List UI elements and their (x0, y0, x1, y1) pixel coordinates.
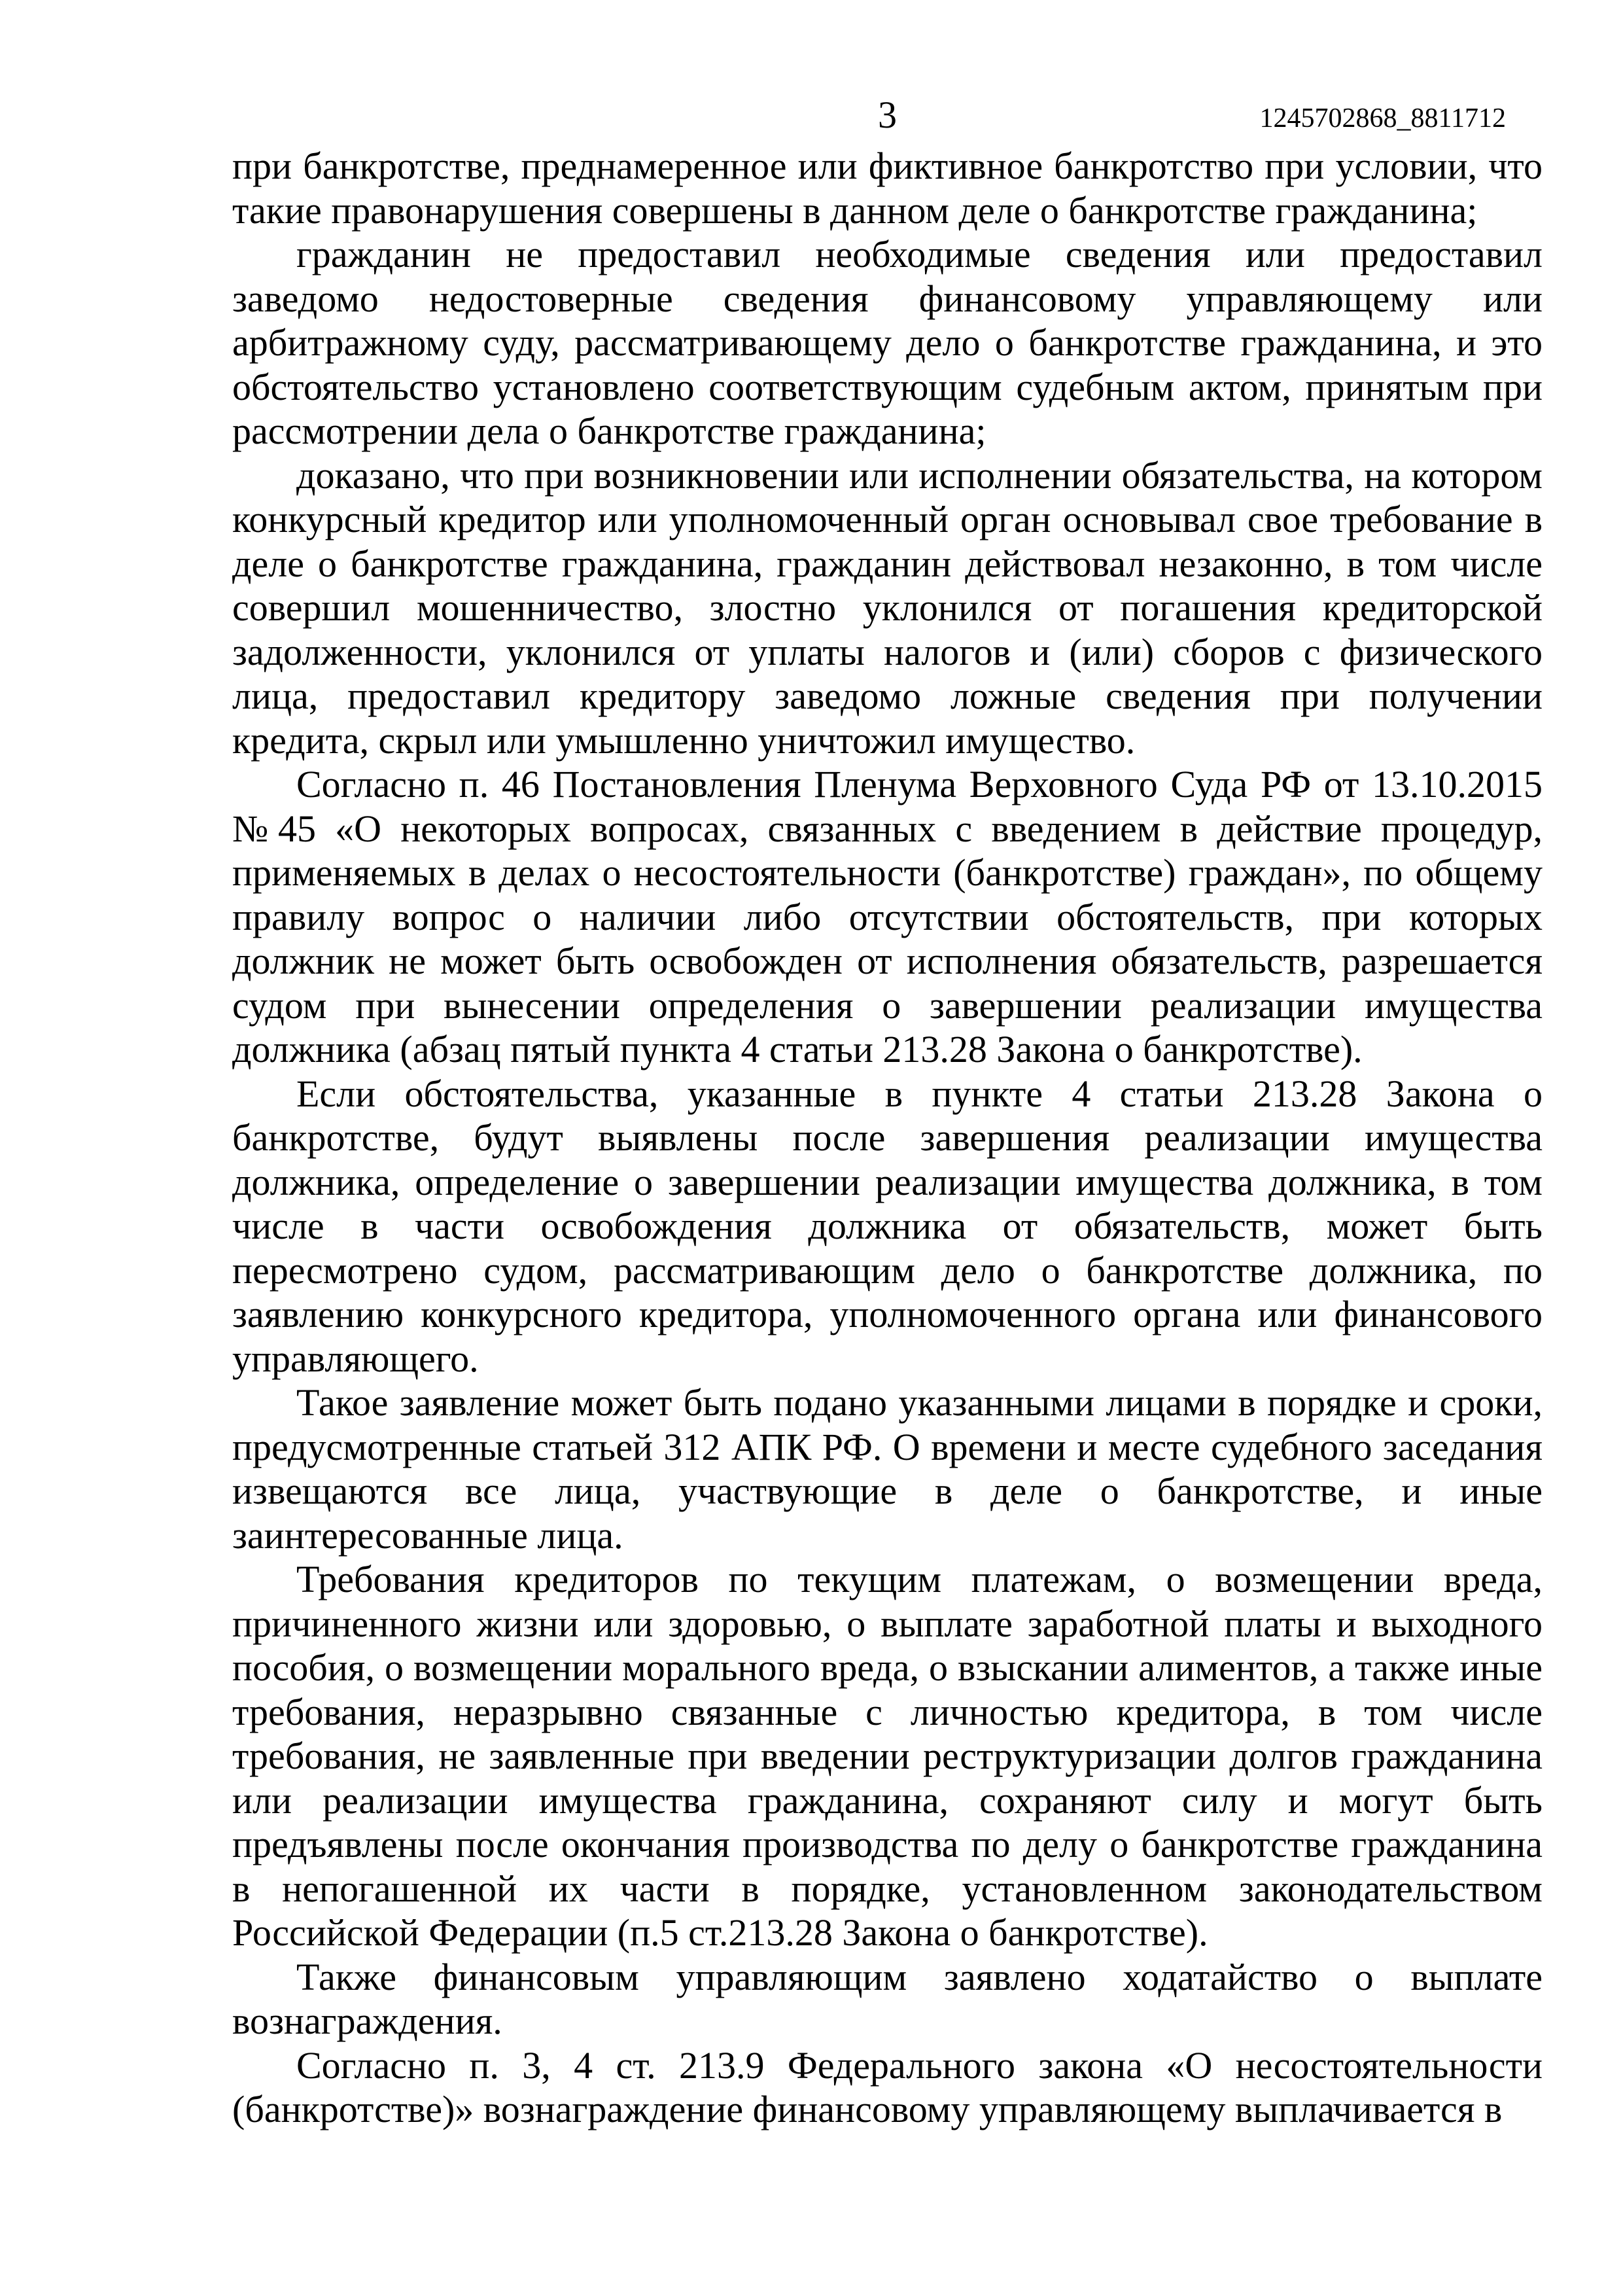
paragraph: Такое заявление может быть подано указанными лицами в порядке и сроки, предусмотренные статьей 312 АПК РФ. О времени и месте судебного заседания извещаются все лица, участвующие в деле о банкротстве, и иные заинтересованные лица. (232, 1381, 1543, 1557)
paragraph: доказано, что при возникновении или исполнении обязательства, на котором конкурсный кредитор или уполномоченный орган основывал свое требование в деле о банкротстве гражданина, гражданин действовал незаконно, в том числе совершил мошенничество, злостно уклонился от погашения кредиторской задолженности, уклонился от уплаты налогов и (или) сборов с физического лица, предоставил кредитору заведомо ложные сведения при получении кредита, скрыл или умышленно уничтожил имущество. (232, 453, 1543, 762)
paragraph: Требования кредиторов по текущим платежам, о возмещении вреда, причиненного жизни или здоровью, о выплате заработной платы и выходного пособия, о возмещении морального вреда, о взыскании алиментов, а также иные требования, неразрывно связанные с личностью кредитора, в том числе требования, не заявленные при введении реструктуризации долгов гражданина или реализации имущества гражданина, сохраняют силу и могут быть предъявлены после окончания производства по делу о банкротстве гражданина в непогашенной их части в порядке, установленном законодательством Российской Федерации (п.5 ст.213.28 Закона о банкротстве). (232, 1558, 1543, 1954)
paragraph: Также финансовым управляющим заявлено ходатайство о выплате вознаграждения. (232, 1955, 1543, 2042)
page-header (232, 93, 1543, 139)
document-body (232, 144, 1543, 2132)
page-number: 3 (878, 94, 897, 136)
paragraph-continuation: при банкротстве, преднамеренное или фиктивное банкротство при условии, что такие правонарушения совершены в данном деле о банкротстве гражданина; (232, 145, 1543, 232)
paragraph: Согласно п. 3, 4 ст. 213.9 Федерального закона «О несостоятельности (банкротстве)» вознаграждение финансовому управляющему выплачивается в (232, 2043, 1543, 2130)
document-id: 1245702868_8811712 (1259, 103, 1506, 133)
paragraph: гражданин не предоставил необходимые сведения или предоставил заведомо недостоверные сведения финансовому управляющему или арбитражному суду, рассматривающему дело о банкротстве гражданина, и это обстоятельство установлено соответствующим судебным актом, принятым при рассмотрении дела о банкротстве гражданина; (232, 233, 1543, 452)
paragraph: Согласно п. 46 Постановления Пленума Верховного Суда РФ от 13.10.2015 №45 «О некоторых вопросах, связанных с введением в действие процедур, применяемых в делах о несостоятельности (банкротстве) граждан», по общему правилу вопрос о наличии либо отсутствии обстоятельств, при которых должник не может быть освобожден от исполнения обязательств, разрешается судом при вынесении определения о завершении реализации имущества должника (абзац пятый пункта 4 статьи 213.28 Закона о банкротстве). (232, 763, 1543, 1070)
paragraph: Если обстоятельства, указанные в пункте 4 статьи 213.28 Закона о банкротстве, будут выявлены после завершения реализации имущества должника, определение о завершении реализации имущества должника, в том числе в части освобождения должника от обязательств, может быть пересмотрено судом, рассматривающим дело о банкротстве должника, по заявлению конкурсного кредитора, уполномоченного органа или финансового управляющего. (232, 1072, 1543, 1380)
